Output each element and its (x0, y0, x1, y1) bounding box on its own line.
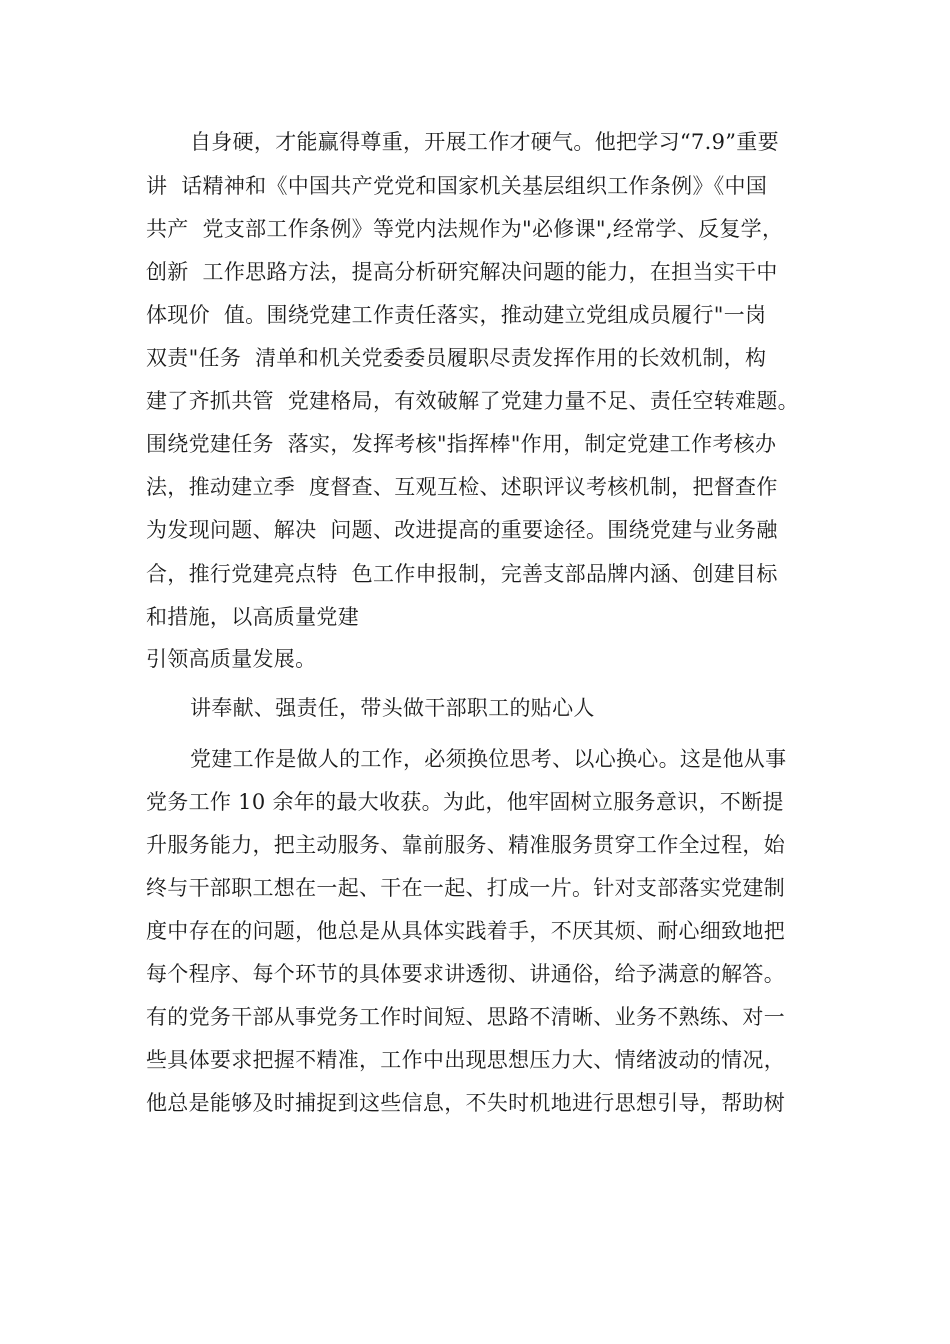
paragraph-1-line-4: 创新 工作思路方法，提高分析研究解决问题的能力，在担当实干中 (146, 260, 778, 284)
paragraph-1-line-13: 引领高质量发展。 (146, 647, 317, 671)
paragraph-1-line-5: 体现价 值。围绕党建工作责任落实，推动建立党组成员履行"一岗 (146, 303, 767, 327)
paragraph-3-line-9: 他总是能够及时捕捉到这些信息，不失时机地进行思想引导，帮助树 (146, 1091, 785, 1115)
paragraph-1-line-10: 为发现问题、解决 问题、改进提高的重要途径。围绕党建与业务融 (146, 518, 778, 542)
paragraph-1-line-12: 和措施，以高质量党建 (146, 605, 359, 629)
paragraph-1-line-2: 讲 话精神和《中国共产党党和国家机关基层组织工作条例》《中国 (146, 174, 768, 198)
paragraph-3-line-2: 党务工作 10 余年的最大收获。为此，他牢固树立服务意识，不断提 (146, 790, 784, 814)
paragraph-3-line-7: 有的党务干部从事党务工作时间短、思路不清晰、业务不熟练、对一 (146, 1005, 785, 1029)
paragraph-1-line-3: 共产 党支部工作条例》等党内法规作为"必修课",经常学、反复学， (146, 217, 784, 241)
paragraph-1-line-1: 自身硬，才能赢得尊重，开展工作才硬气。他把学习“7.9”重要 (190, 130, 779, 154)
paragraph-1-line-8: 围绕党建任务 落实，发挥考核"指挥棒"作用，制定党建工作考核办 (146, 432, 777, 456)
paragraph-3-line-3: 升服务能力，把主动服务、靠前服务、精准服务贯穿工作全过程，始 (146, 833, 785, 857)
paragraph-1-line-9: 法，推动建立季 度督查、互观互检、述职评议考核机制，把督查作 (146, 475, 778, 499)
paragraph-1-line-7: 建了齐抓共管 党建格局，有效破解了党建力量不足、责任空转难题。 (146, 389, 799, 413)
paragraph-1-line-11: 合，推行党建亮点特 色工作申报制，完善支部品牌内涵、创建目标 (146, 562, 778, 586)
paragraph-3-line-8: 些具体要求把握不精准，工作中出现思想压力大、情绪波动的情况， (146, 1048, 785, 1072)
paragraph-3-line-5: 度中存在的问题，他总是从具体实践着手，不厌其烦、耐心细致地把 (146, 919, 785, 943)
paragraph-3-line-6: 每个程序、每个环节的具体要求讲透彻、讲通俗，给予满意的解答。 (146, 962, 785, 986)
paragraph-1-line-6: 双责"任务 清单和机关党委委员履职尽责发挥作用的长效机制，构 (146, 346, 767, 370)
section-heading: 讲奉献、强责任，带头做干部职工的贴心人 (190, 696, 595, 720)
paragraph-3-line-1: 党建工作是做人的工作，必须换位思考、以心换心。这是他从事 (190, 747, 787, 771)
paragraph-3-line-4: 终与干部职工想在一起、干在一起、打成一片。针对支部落实党建制 (146, 876, 785, 900)
